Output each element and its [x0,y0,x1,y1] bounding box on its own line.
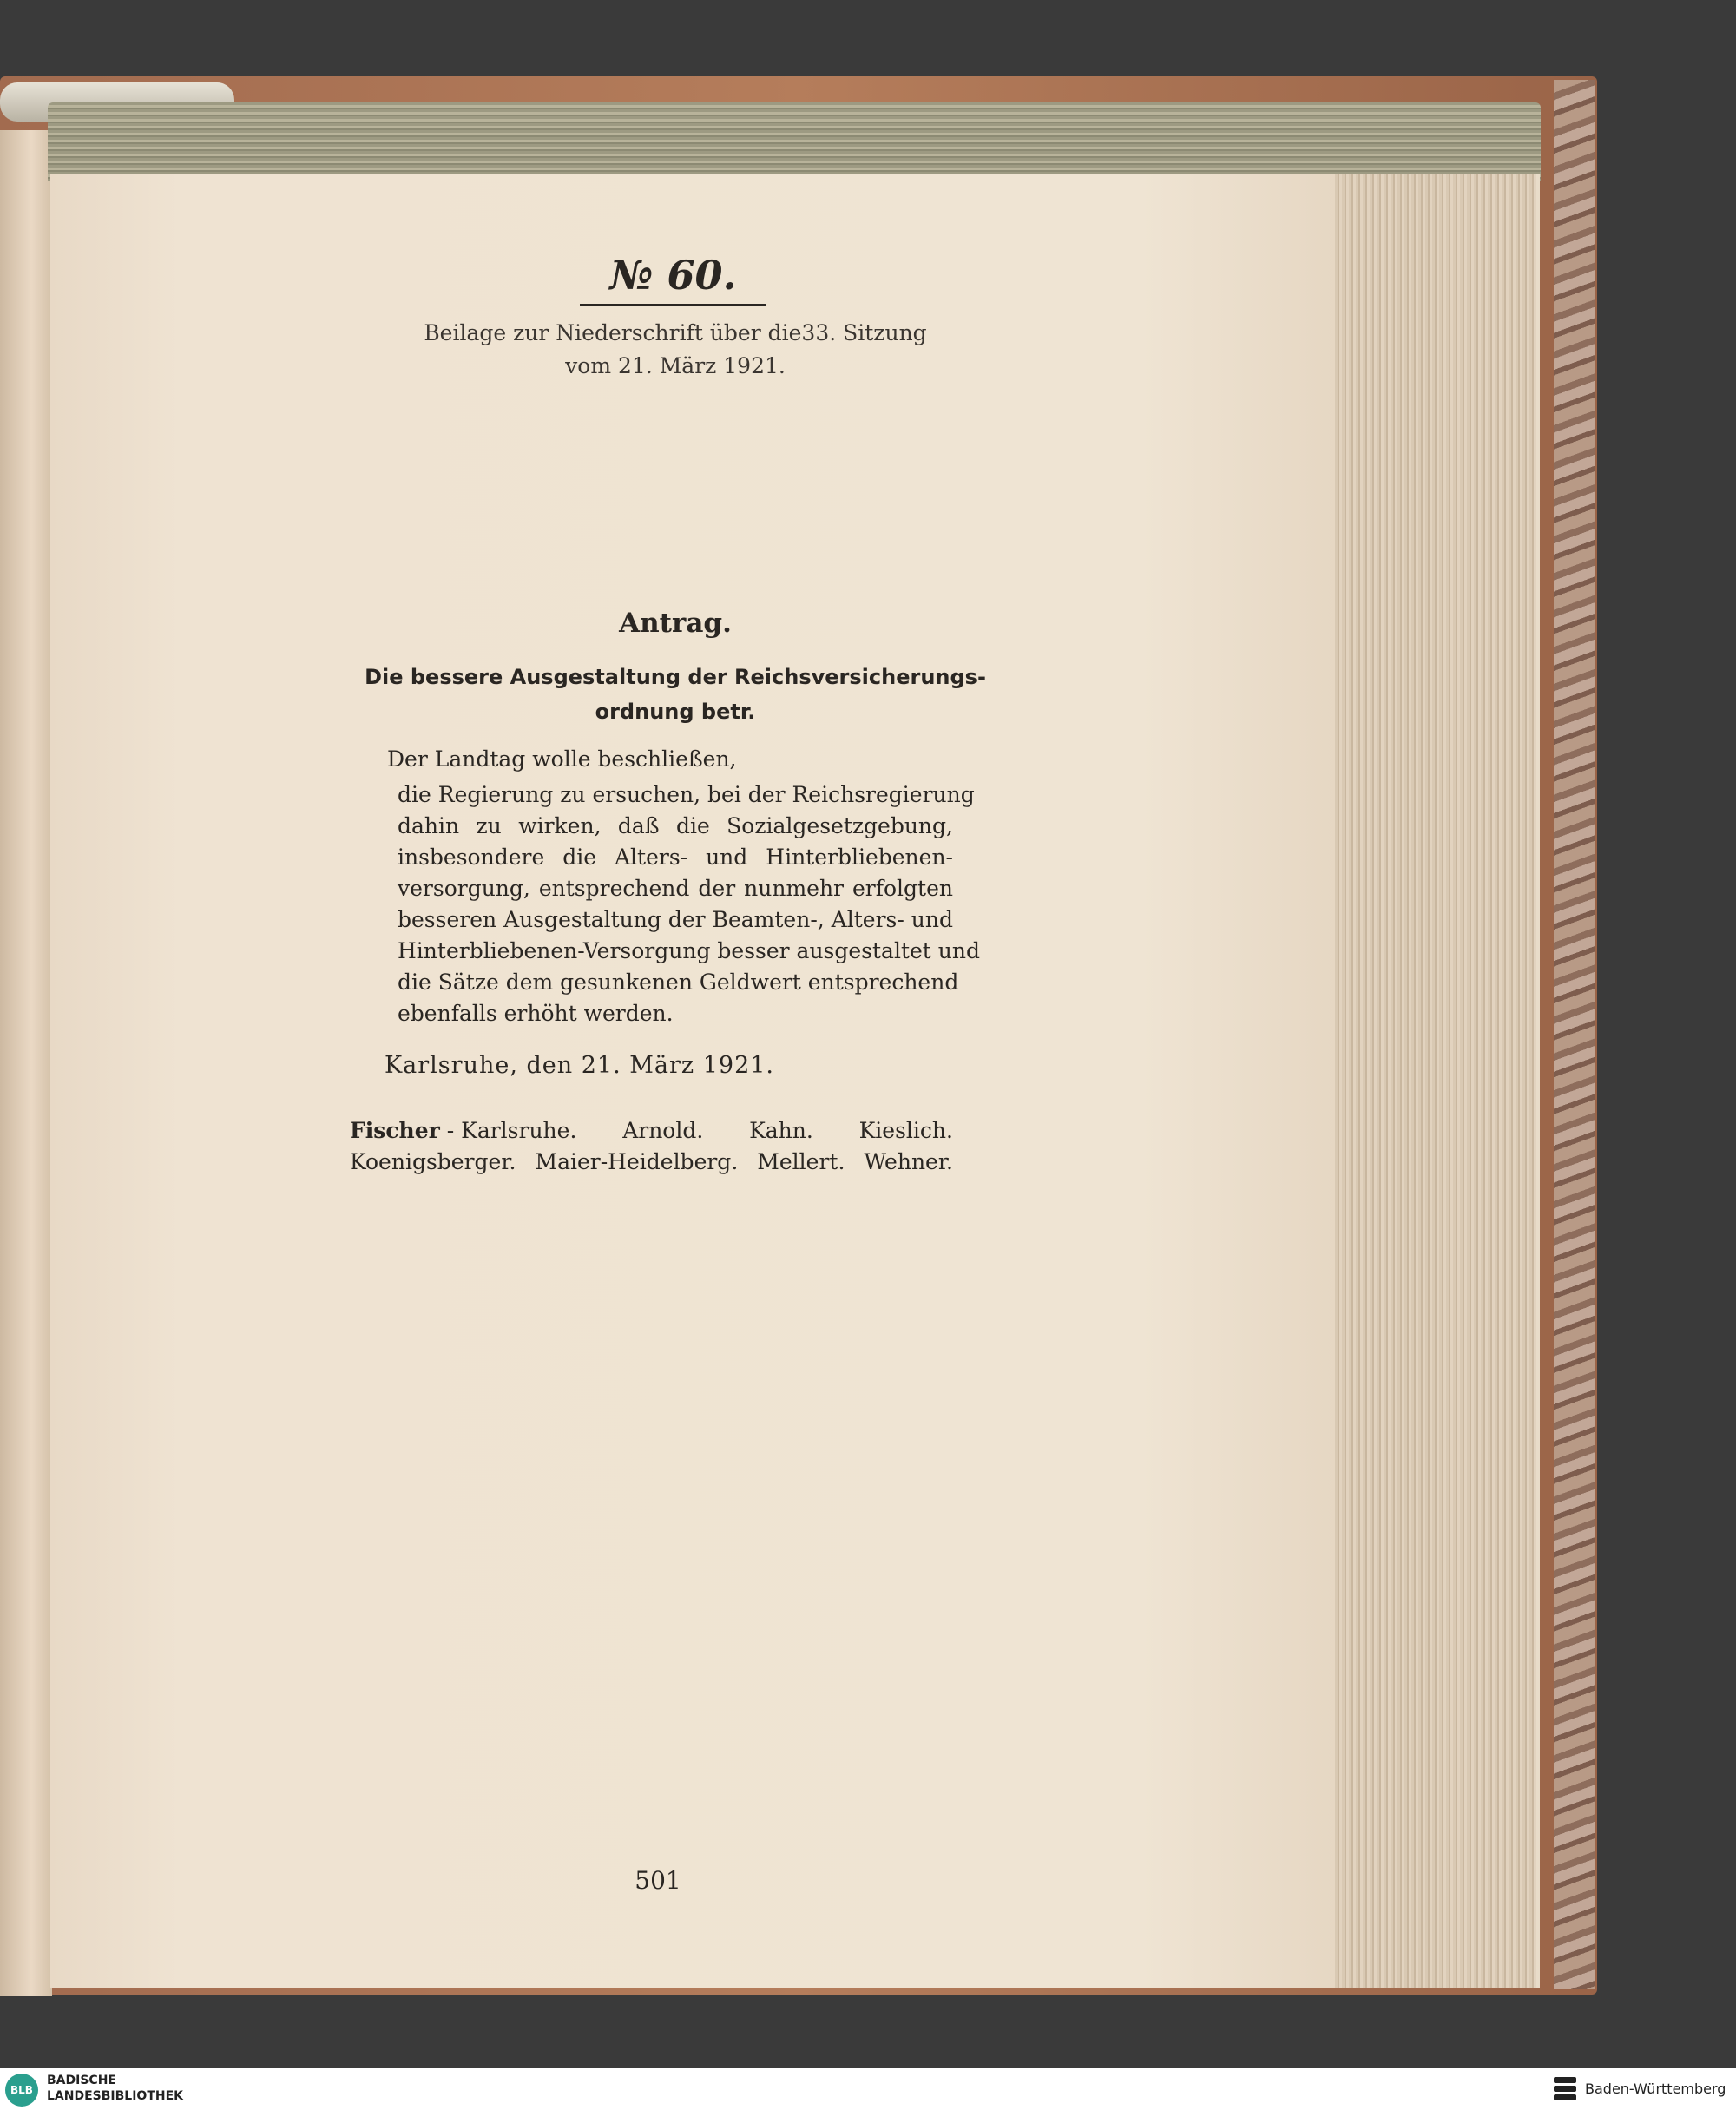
signer: Maier-Heidelberg. [535,1149,739,1174]
signer: Mellert. [757,1149,845,1174]
blb-logo-icon[interactable]: BLB [5,2074,38,2107]
marbled-cover-edge [1554,80,1595,1989]
right-page-edges [1328,174,1540,1988]
document-subtitle: Beilage zur Niederschrift über die33. Sitzung vom 21. März 1921. [424,320,927,378]
motion-line: ebenfalls erhöht werden. [398,1001,674,1026]
motion-line: Hinterbliebenen-Versorgung besser ausgestaltet und [398,938,980,963]
state-name[interactable]: Baden-Württemberg [1585,2080,1726,2097]
left-page-edge [0,130,52,1996]
motion-line: die Sätze dem gesunkenen Geldwert entsprechend [398,970,959,995]
document-number: № 60. [580,252,766,306]
signer-surname-bold: Fischer [350,1118,440,1143]
signer: Kieslich. [858,1118,953,1143]
motion-line: versorgung, entsprechend der nunmehr erfolgten [398,876,953,901]
library-name[interactable]: BADISCHE LANDESBIBLIOTHEK [47,2074,184,2103]
signers-line-2 [350,1147,953,1178]
motion-line: dahin zu wirken, daß die Sozialgesetzgebung, [398,813,953,838]
top-page-edges [48,102,1541,181]
motion-intro: Der Landtag wolle beschließen, [387,746,737,772]
footer-bar [0,2068,1736,2110]
motion-body [398,779,980,1029]
motion-line: besseren Ausgestaltung der Beamten-, Alters- und [398,907,953,932]
motion-line: insbesondere die Alters- und Hinterbliebenen- [398,845,953,870]
signer-place: - Karlsruhe. [439,1118,577,1143]
signer: Kahn. [749,1118,813,1143]
signer: Wehner. [864,1149,953,1174]
document-sub-heading: Die bessere Ausgestaltung der Reichsversicherungs- ordnung betr. [365,665,986,724]
signers-block [350,1115,953,1178]
page-number: 501 [635,1866,681,1895]
place-and-date: Karlsruhe, den 21. März 1921. [385,1052,775,1079]
signers-line-1 [350,1115,953,1147]
baden-wuerttemberg-lions-icon [1554,2077,1576,2101]
signer [350,1115,576,1147]
signer: Koenigsberger. [350,1149,516,1174]
document-page [50,174,1335,1988]
signer: Arnold. [622,1118,704,1143]
document-heading: Antrag. [619,608,732,639]
motion-line: die Regierung zu ersuchen, bei der Reichsregierung [398,782,975,807]
